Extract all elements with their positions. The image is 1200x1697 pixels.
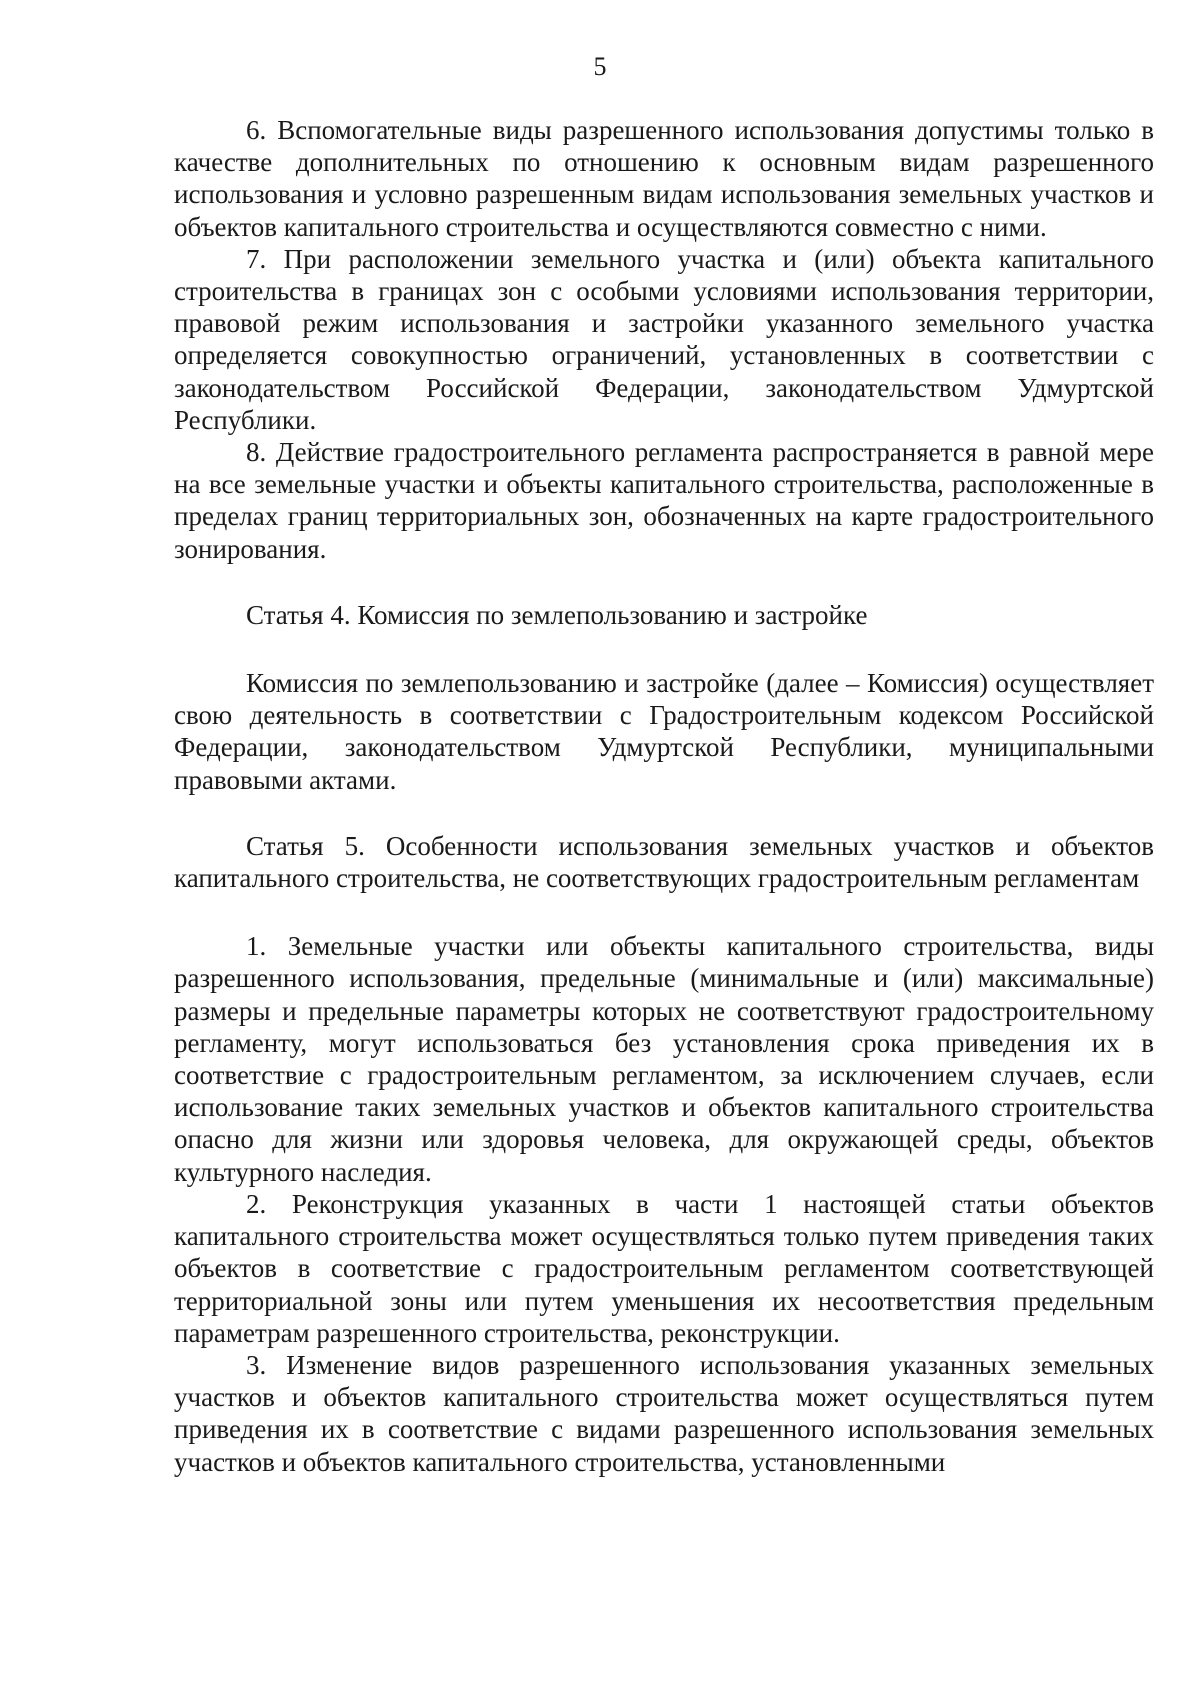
paragraph-7: 7. При расположении земельного участка и (или) объекта капитального строительства в границах зон с особыми условиями использования территории, правовой режим использования и застройки указанного земельного участка определяется совокупностью ограничений, установленных в соответствии с законодательством Российской Федерации, законодательством Удмуртской Республики. bbox=[174, 243, 1154, 435]
article-5-heading: Статья 5. Особенности использования земельных участков и объектов капитального строительства, не соответствующих градостроительным регламентам bbox=[174, 830, 1154, 894]
article-4-heading: Статья 4. Комиссия по землепользованию и застройке bbox=[246, 599, 868, 630]
paragraph-8: 8. Действие градостроительного регламента распространяется в равной мере на все земельные участки и объекты капитального строительства, расположенные в пределах границ территориальных зон, обозначенных на карте градостроительного зонирования. bbox=[174, 437, 1154, 564]
article-5-paragraph-2: 2. Реконструкция указанных в части 1 настоящей статьи объектов капитального строительства может осуществляться только путем приведения таких объектов в соответствие с градостроительным регламентом соответствующей территориальной зоны или путем уменьшения их несоответствия предельным параметрам разрешенного строительства, реконструкции. bbox=[174, 1188, 1154, 1348]
paragraph-6: 6. Вспомогательные виды разрешенного использования допустимы только в качестве дополнительных по отношению к основным видам разрешенного использования и условно разрешенным видам использования земельных участков и объектов капитального строительства и осуществляются совместно с ними. bbox=[174, 115, 1154, 242]
page-number: 5 bbox=[593, 52, 607, 81]
article-5-paragraph-1: 1. Земельные участки или объекты капитального строительства, виды разрешенного использования, предельные (минимальные и (или) максимальные) размеры и предельные параметры которых не соответствуют градостроительному регламенту, могут использоваться без установления срока приведения их в соответствие с градостроительным регламентом, за исключением случаев, если использование таких земельных участков и объектов капитального строительства опасно для жизни или здоровья человека, для окружающей среды, объектов культурного наследия. bbox=[174, 931, 1154, 1187]
article-4-text: Комиссия по землепользованию и застройке (далее – Комиссия) осуществляет свою деятельность в соответствии с Градостроительным кодексом Российской Федерации, законодательством Удмуртской Республики, муниципальными правовыми актами. bbox=[174, 668, 1154, 795]
document-body bbox=[174, 114, 1154, 1478]
article-5-paragraph-3: 3. Изменение видов разрешенного использования указанных земельных участков и объектов капитального строительства может осуществляться путем приведения их в соответствие с видами разрешенного использования земельных участков и объектов капитального строительства, установленными bbox=[174, 1349, 1154, 1477]
